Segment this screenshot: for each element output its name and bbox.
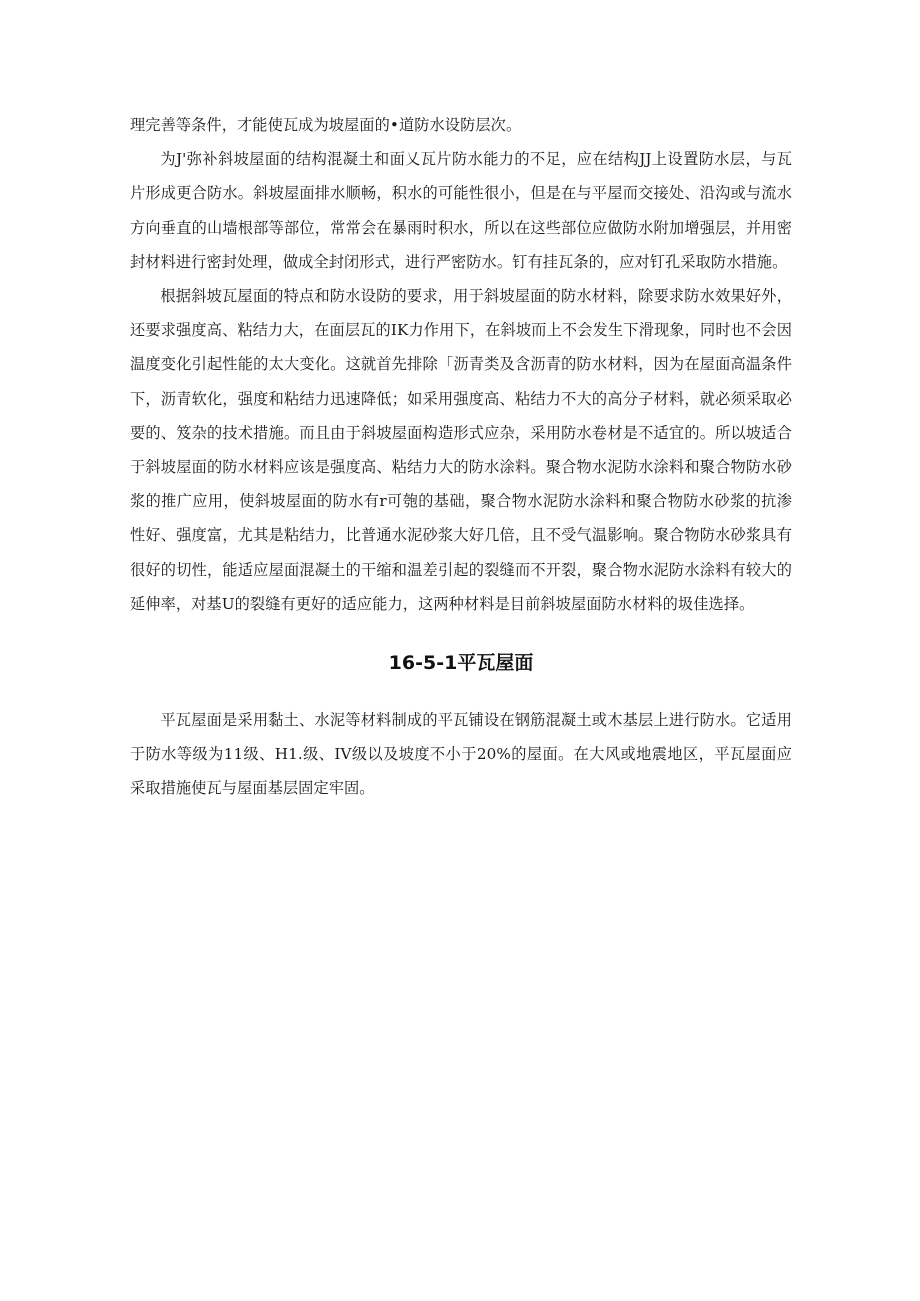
paragraph-waterproof-layer: 为J'弥补斜坡屋面的结构混凝土和面乂瓦片防水能力的不足，应在结构JJ上设置防水层，与瓦片形成更合防水。斜坡屋面排水顺畅，积水的可能性很小，但是在与平屋而交接处、沿沟或与流水方向垂直的山墙根部等部位，常常会在暴雨时积水，所以在这些部位应做防水附加增强层，并用密封材料进行密封处理，做成全封闭形式，进行严密防水。钉有挂瓦条的，应对钉孔采取防水措施。	[130, 150, 792, 271]
document-page	[130, 108, 792, 806]
paragraph-continuation: 理完善等条件，才能使瓦成为坡屋面的•道防水设防层次。	[130, 116, 522, 134]
paragraph-flat-tile-roof: 平瓦屋面是采用黏土、水泥等材料制成的平瓦铺设在钢筋混凝土或木基层上进行防水。它适用于防水等级为11级、H1.级、IV级以及坡度不小于20%的屋面。在大风或地震地区，平瓦屋面应采取措施使瓦与屋面基层固定牢固。	[130, 711, 792, 798]
paragraph-waterproof-materials: 根据斜坡瓦屋面的特点和防水设防的要求，用于斜坡屋面的防水材料，除要求防水效果好外，还要求强度高、粘结力大，在面层瓦的IK力作用下，在斜坡而上不会发生下滑现象，同时也不会因温度变化引起性能的太大变化。这就首先排除「沥青类及含沥青的防水材料，因为在屋面高温条件下，沥青软化，强度和粘结力迅速降低；如采用强度高、粘结力不大的高分子材料，就必须采取必要的、笈杂的技术措施。而且由于斜坡屋面构造形式应杂，采用防水卷材是不适宜的。所以坡适合于斜坡屋面的防水材料应该是强度高、粘结力大的防水涂料。聚合物水泥防水涂料和聚合物防水砂浆的推广应用，使斜坡屋面的防水有r可匏的基础，聚合物水泥防水涂料和聚合物防水砂浆的抗渗性好、强度富，尤其是粘结力，比普通水泥砂浆大好几倍，且不受气温影响。聚合物防水砂浆具有很好的切性，能适应屋面混凝土的干缩和温差引起的裂缝而不开裂，聚合物水泥防水涂料有较大的延伸率，对基U的裂缝有更好的适应能力，这两种材料是目前斜坡屋面防水材料的圾佳选择。	[130, 287, 792, 613]
section-heading: 16-5-1平瓦屋面	[388, 652, 534, 675]
